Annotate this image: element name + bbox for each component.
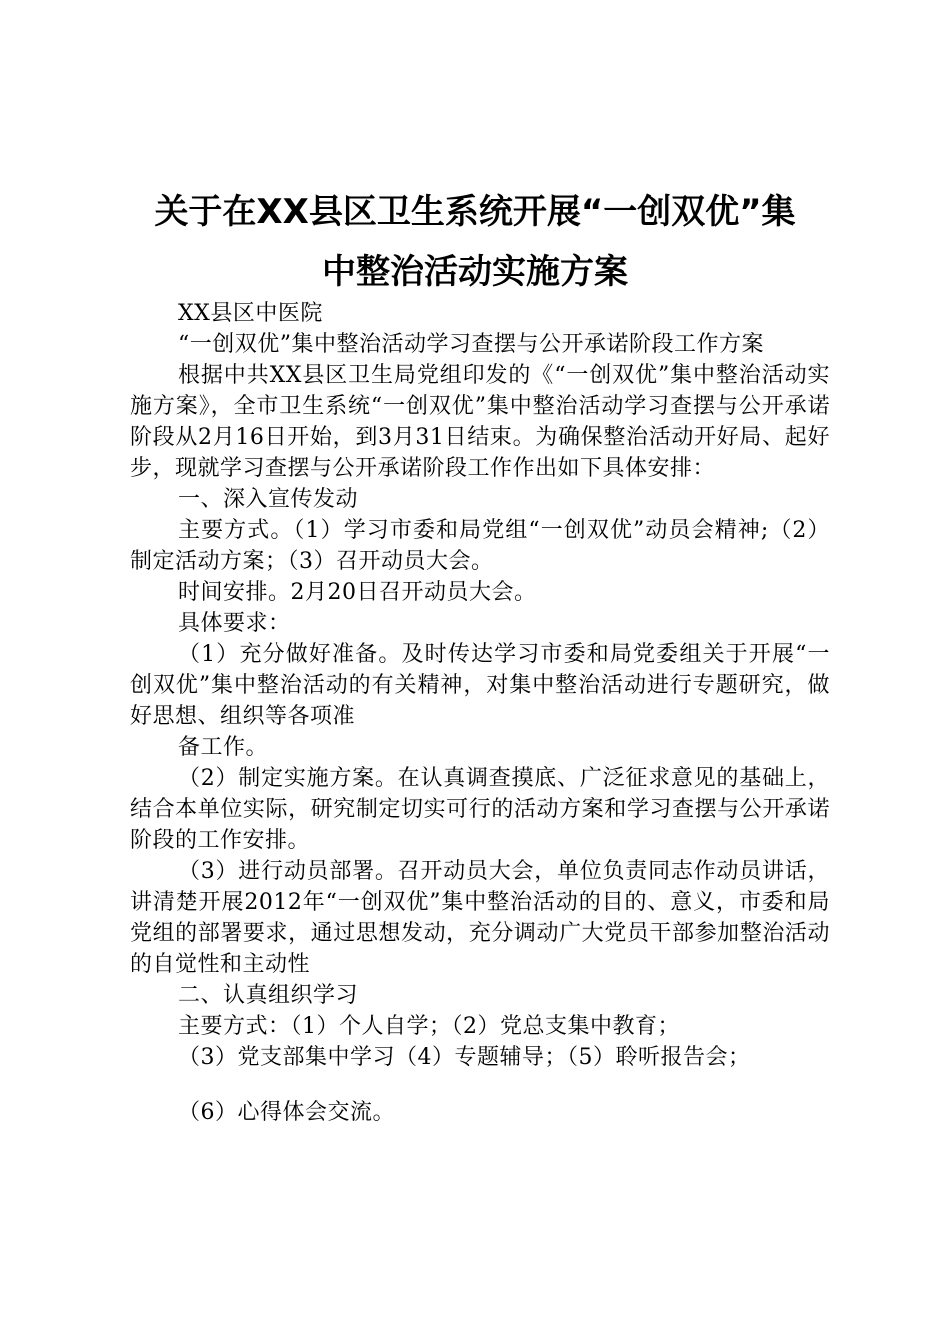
paragraph-requirement-3: （3）进行动员部署。召开动员大会，单位负责同志作动员讲话，讲清楚开展2012年“一创双优”集中整治活动的目的、意义，市委和局党组的部署要求，通过思想发动，充分调动广大党员干部参加整治活动的自觉性和主动性 [130,859,830,977]
paragraph-method-2: 主要方式：（1）个人自学；（2）党总支集中教育； [178,1014,680,1039]
paragraph-intro: 根据中共XX县区卫生局党组印发的《“一创双优”集中整治活动实施方案》，全市卫生系统“一创双优”集中整治活动学习查摆与公开承诺阶段从2月16日开始，到3月31日结束。为确保整治活动开好局、起好步，现就学习查摆与公开承诺阶段工作作出如下具体安排： [130,363,830,481]
paragraph-method-2-end: （6）心得体会交流。 [178,1100,395,1125]
paragraph-requirement-1: （1）充分做好准备。及时传达学习市委和局党委组关于开展“一创双优”集中整治活动的有关精神，对集中整治活动进行专题研究，做好思想、组织等各项准 [130,642,830,729]
paragraph-organization: XX县区中医院 [178,301,323,326]
section-heading-2: 二、认真组织学习 [178,983,359,1008]
paragraph-method-1: 主要方式。（1）学习市委和局党组“一创双优”动员会精神;（2）制定活动方案；（3）召开动员大会。 [130,518,830,574]
section-heading-1: 一、深入宣传发动 [178,487,359,512]
paragraph-subtitle: “一创双优”集中整治活动学习查摆与公开承诺阶段工作方案 [178,332,764,357]
document-title-line-1: 关于在XX县区卫生系统开展“一创双优”集 [154,192,796,232]
paragraph-requirements-heading: 具体要求： [178,611,291,636]
paragraph-method-2-cont: （3）党支部集中学习（4）专题辅导；（5）聆听报告会； [178,1045,751,1070]
document-body [130,298,830,1128]
paragraph-requirement-2: （2）制定实施方案。在认真调查摸底、广泛征求意见的基础上，结合本单位实际，研究制定切实可行的活动方案和学习查摆与公开承诺阶段的工作安排。 [130,766,830,853]
paragraph-schedule: 时间安排。2月20日召开动员大会。 [178,580,537,605]
paragraph-requirement-1-cont: 备工作。 [178,735,269,760]
document-title-line-2: 中整治活动实施方案 [322,252,628,292]
